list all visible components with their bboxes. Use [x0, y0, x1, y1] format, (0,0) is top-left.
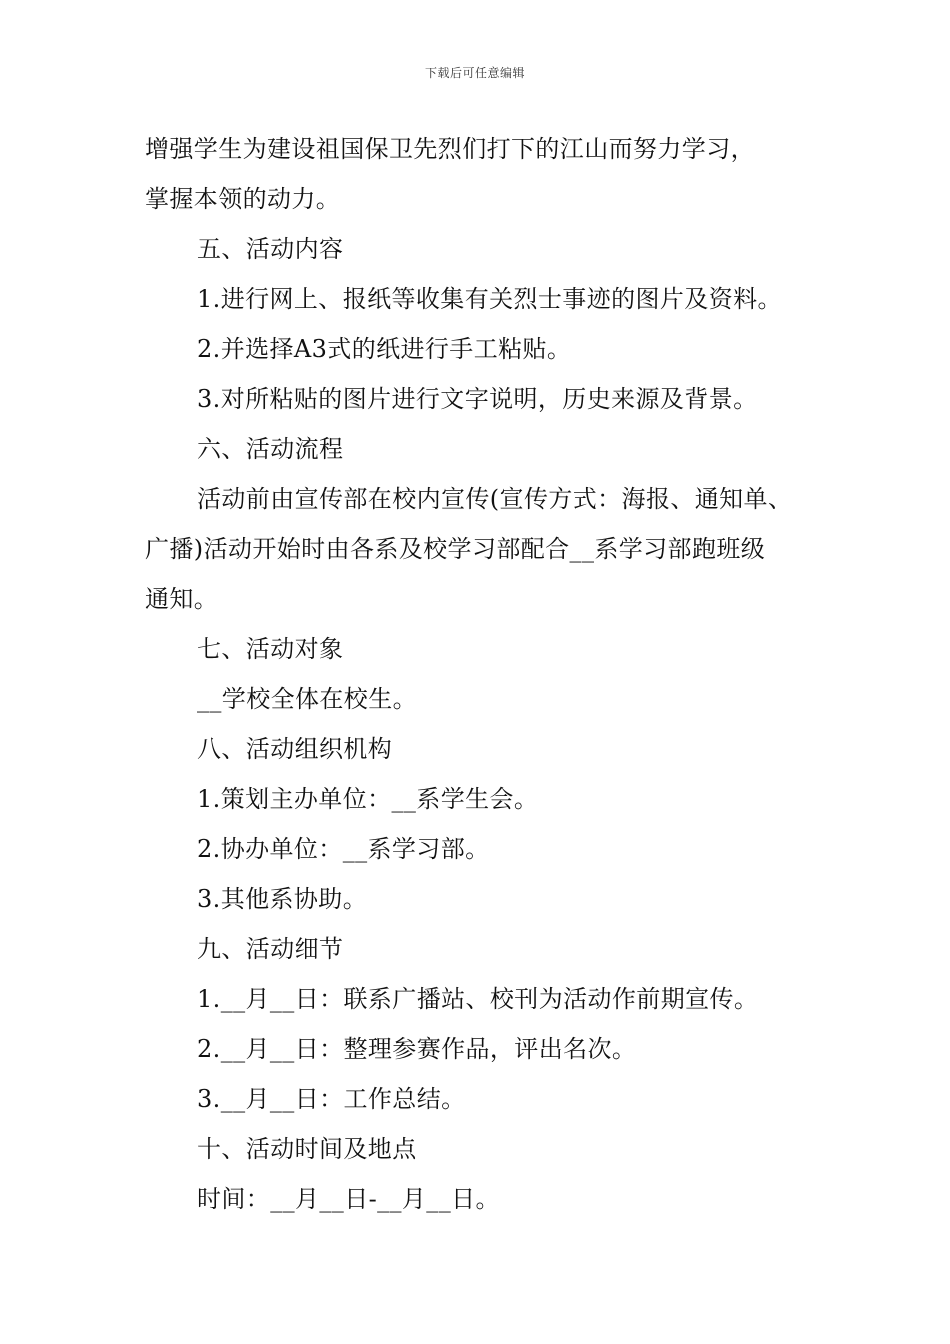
paragraph-line: 时间：__月__日-__月__日。 [197, 1185, 500, 1213]
document-body [145, 124, 845, 1224]
section-heading: 五、活动内容 [197, 235, 344, 263]
section-heading: 六、活动流程 [197, 435, 344, 463]
section-heading: 八、活动组织机构 [197, 735, 393, 763]
section-heading: 十、活动时间及地点 [197, 1135, 417, 1163]
list-item: 2.__月__日：整理参赛作品，评出名次。 [197, 1035, 637, 1063]
paragraph-line: 增强学生为建设祖国保卫先烈们打下的江山而努力学习， [145, 135, 755, 163]
paragraph-line: 活动前由宣传部在校内宣传(宣传方式：海报、通知单、 [197, 485, 793, 513]
paragraph-line: 掌握本领的动力。 [145, 185, 341, 213]
page-header-watermark: 下载后可任意编辑 [424, 66, 525, 80]
paragraph-line: __学校全体在校生。 [197, 685, 417, 713]
section-heading: 七、活动对象 [197, 635, 344, 663]
paragraph-line: 通知。 [145, 585, 219, 613]
list-item: 3.其他系协助。 [197, 885, 368, 913]
list-item: 1.__月__日：联系广播站、校刊为活动作前期宣传。 [197, 985, 759, 1013]
list-item: 2.协办单位：__系学习部。 [197, 835, 490, 863]
list-item: 1.策划主办单位：__系学生会。 [197, 785, 539, 813]
list-item: 1.进行网上、报纸等收集有关烈士事迹的图片及资料。 [197, 285, 782, 313]
list-item: 3.对所粘贴的图片进行文字说明，历史来源及背景。 [197, 385, 758, 413]
section-heading: 九、活动细节 [197, 935, 344, 963]
paragraph-line: 广播)活动开始时由各系及校学习部配合__系学习部跑班级 [145, 535, 766, 563]
list-item: 3.__月__日：工作总结。 [197, 1085, 466, 1113]
list-item: 2.并选择A3式的纸进行手工粘贴。 [197, 335, 572, 363]
